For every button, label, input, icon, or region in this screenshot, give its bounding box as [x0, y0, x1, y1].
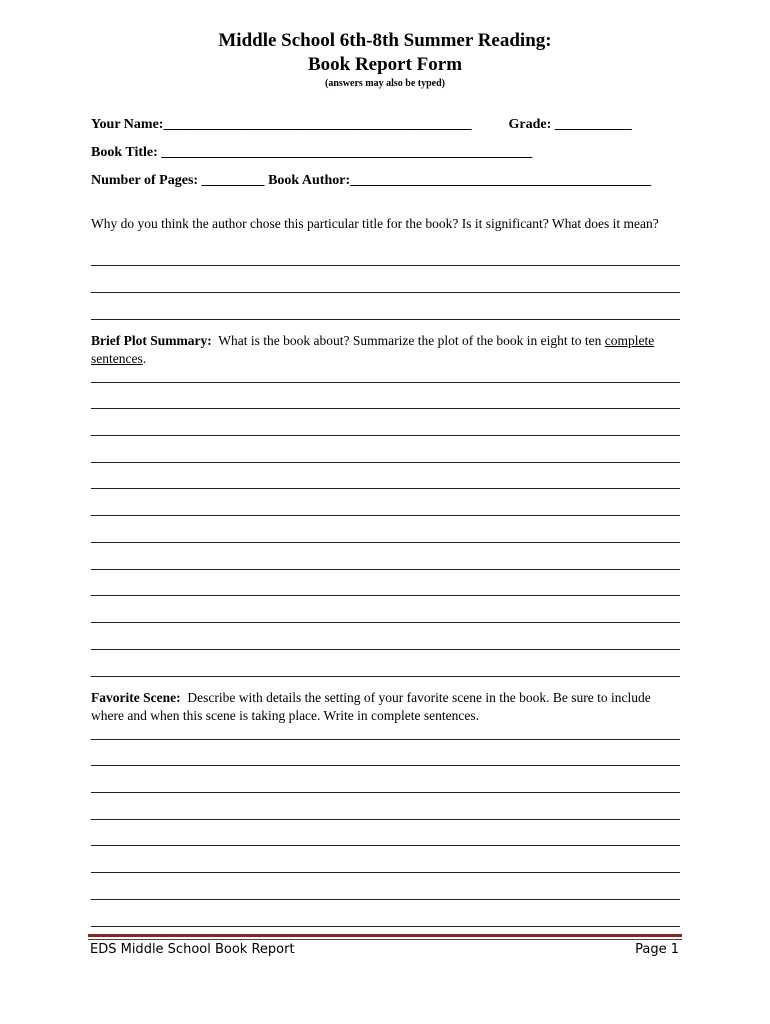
book-title-field-label[interactable]: Book Title: _____________________________________________________ — [91, 145, 533, 160]
answer-line[interactable] — [91, 676, 680, 677]
answer-line[interactable] — [91, 382, 680, 383]
plot-summary-period: . — [142, 351, 147, 366]
footer-page-number: Page 1 — [635, 942, 679, 957]
answer-line[interactable] — [91, 792, 680, 793]
answer-line[interactable] — [91, 649, 680, 650]
answer-line[interactable] — [91, 739, 680, 740]
plot-summary-underlined: complete sentences — [91, 333, 655, 366]
answer-line[interactable] — [91, 845, 680, 846]
favorite-scene-text: Describe with details the setting of your favorite scene in the book. Be sure to include where and when this scene is taking place. Write in complete sentences. — [91, 690, 651, 723]
answer-line[interactable] — [91, 569, 680, 570]
name-field-label[interactable]: Your Name:____________________________________________ — [91, 117, 472, 132]
plot-summary-text: What is the book about? Summarize the plot of the book in eight to ten — [218, 333, 602, 348]
form-title-line1: Middle School 6th-8th Summer Reading: — [218, 30, 552, 51]
answer-line[interactable] — [91, 622, 680, 623]
answer-line[interactable] — [91, 819, 680, 820]
footer-document-name: EDS Middle School Book Report — [90, 942, 295, 957]
favorite-scene-question — [91, 689, 681, 725]
answer-line[interactable] — [91, 265, 680, 266]
book-title-row — [91, 145, 532, 161]
footer-divider-thin — [88, 939, 682, 940]
pages-field-label[interactable]: Number of Pages: _________ — [91, 173, 265, 188]
answer-line[interactable] — [91, 899, 680, 900]
title-question: Why do you think the author chose this particular title for the book? Is it significant? What does it mean? — [91, 216, 659, 231]
answer-line[interactable] — [91, 319, 680, 320]
favorite-scene-heading: Favorite Scene: — [91, 690, 181, 705]
plot-summary-question — [91, 332, 681, 368]
answer-line[interactable] — [91, 595, 680, 596]
footer-divider — [88, 934, 682, 937]
answer-line[interactable] — [91, 488, 680, 489]
plot-summary-heading: Brief Plot Summary: — [91, 333, 212, 348]
answer-line[interactable] — [91, 408, 680, 409]
pages-author-row — [91, 173, 651, 189]
answer-line[interactable] — [91, 462, 680, 463]
grade-field-label[interactable]: Grade: ___________ — [508, 117, 632, 132]
answer-line[interactable] — [91, 542, 680, 543]
form-subtitle: (answers may also be typed) — [325, 78, 445, 89]
answer-line[interactable] — [91, 515, 680, 516]
answer-line[interactable] — [91, 292, 680, 293]
name-grade-row — [91, 117, 632, 133]
answer-line[interactable] — [91, 765, 680, 766]
author-field-label[interactable]: Book Author:___________________________________________ — [268, 173, 652, 188]
answer-line[interactable] — [91, 872, 680, 873]
answer-line[interactable] — [91, 926, 680, 927]
answer-line[interactable] — [91, 435, 680, 436]
form-title-line2: Book Report Form — [307, 54, 463, 75]
